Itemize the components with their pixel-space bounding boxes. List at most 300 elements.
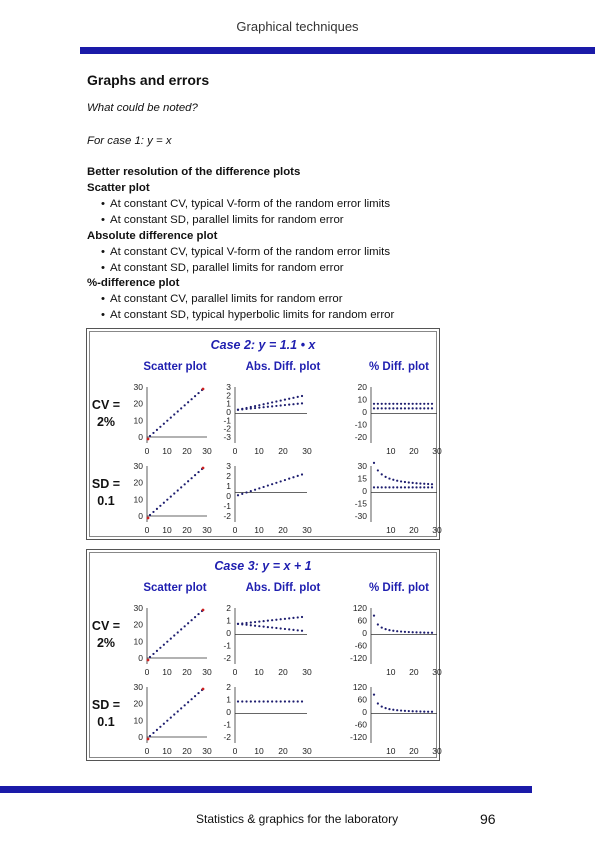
data-point	[427, 407, 429, 409]
data-point	[149, 514, 151, 516]
x-tick-label: 30	[432, 446, 442, 456]
x-tick-label: 20	[182, 667, 192, 677]
data-point	[415, 486, 417, 488]
data-point	[431, 711, 433, 713]
data-point	[166, 641, 168, 643]
y-tick-label: 10	[133, 715, 143, 726]
data-point	[237, 700, 239, 702]
data-point	[377, 623, 379, 625]
data-point	[373, 615, 375, 617]
x-tick-label: 30	[202, 667, 212, 677]
row-label: CV =	[91, 619, 121, 633]
y-tick-label: -1	[223, 501, 231, 511]
row-label: 2%	[96, 636, 116, 650]
data-point	[431, 486, 433, 488]
x-tick-label: 10	[162, 746, 172, 756]
outlier-marker	[147, 517, 150, 520]
data-point	[385, 476, 387, 478]
data-point	[400, 630, 402, 632]
data-point	[415, 407, 417, 409]
data-point	[173, 492, 175, 494]
data-point	[159, 726, 161, 728]
data-point	[388, 629, 390, 631]
data-point	[297, 475, 299, 477]
data-point	[392, 403, 394, 405]
y-tick-label: 1	[226, 694, 231, 705]
data-point	[388, 486, 390, 488]
column-header: % Diff. plot	[368, 582, 430, 594]
y-tick-label: -20	[354, 432, 367, 442]
data-point	[408, 710, 410, 712]
x-tick-label: 0	[144, 525, 150, 535]
data-point	[184, 625, 186, 627]
y-tick-label: 1	[226, 481, 231, 491]
y-tick-label: 15	[357, 473, 367, 484]
y-tick-label: 2	[226, 390, 231, 401]
data-point	[241, 493, 243, 495]
data-point	[385, 707, 387, 709]
x-tick-label: 10	[254, 746, 264, 756]
outlier-marker	[147, 738, 150, 741]
data-point	[381, 473, 383, 475]
x-tick-label: 20	[409, 746, 419, 756]
data-point	[373, 694, 375, 696]
data-point	[288, 404, 290, 406]
data-point	[377, 486, 379, 488]
y-tick-label: 10	[133, 494, 143, 505]
x-tick-label: 30	[302, 667, 312, 677]
data-point	[254, 405, 256, 407]
data-point	[388, 403, 390, 405]
data-point	[297, 616, 299, 618]
header-rule	[80, 47, 595, 54]
data-point	[173, 713, 175, 715]
x-tick-label: 30	[432, 667, 442, 677]
data-point	[159, 647, 161, 649]
data-point	[263, 406, 265, 408]
data-point	[419, 403, 421, 405]
data-point	[275, 400, 277, 402]
data-point	[412, 631, 414, 633]
data-point	[197, 471, 199, 473]
data-point	[191, 477, 193, 479]
x-tick-label: 20	[182, 746, 192, 756]
data-point	[187, 622, 189, 624]
x-tick-label: 10	[386, 525, 396, 535]
data-point	[419, 631, 421, 633]
y-tick-label: 0	[138, 732, 143, 742]
data-point	[415, 403, 417, 405]
y-tick-label: 30	[133, 461, 143, 471]
data-point	[275, 619, 277, 621]
row-label: SD =	[91, 698, 121, 712]
data-point	[280, 480, 282, 482]
data-point	[288, 478, 290, 480]
y-tick-label: 20	[357, 382, 367, 392]
data-point	[373, 407, 375, 409]
data-point	[301, 473, 303, 475]
x-tick-label: 0	[232, 446, 238, 456]
data-point	[423, 403, 425, 405]
figure-title: Case 2: y = 1.1 • x	[210, 338, 316, 352]
data-point	[152, 732, 154, 734]
data-point	[170, 496, 172, 498]
data-point	[385, 407, 387, 409]
y-tick-label: 2	[226, 603, 231, 613]
data-point	[385, 403, 387, 405]
data-point	[258, 407, 260, 409]
column-header: Abs. Diff. plot	[245, 361, 321, 373]
y-tick-label: 0	[362, 407, 367, 417]
data-point	[404, 403, 406, 405]
data-point	[263, 620, 265, 622]
data-point	[288, 617, 290, 619]
data-point	[373, 486, 375, 488]
data-point	[408, 481, 410, 483]
y-tick-label: 20	[133, 477, 143, 488]
data-point	[284, 618, 286, 620]
x-tick-label: 30	[432, 525, 442, 535]
data-point	[197, 613, 199, 615]
row-label: 2%	[96, 415, 116, 429]
data-point	[267, 484, 269, 486]
data-point	[301, 395, 303, 397]
data-point	[408, 403, 410, 405]
data-point	[241, 623, 243, 625]
x-tick-label: 0	[144, 667, 150, 677]
data-point	[180, 707, 182, 709]
data-point	[301, 616, 303, 618]
data-point	[301, 700, 303, 702]
data-point	[263, 403, 265, 405]
y-tick-label: 30	[357, 461, 367, 471]
y-tick-label: 10	[357, 394, 367, 405]
data-point	[152, 511, 154, 513]
absdiff-heading: Absolute difference plot	[87, 230, 218, 242]
x-tick-label: 10	[254, 446, 264, 456]
x-tick-label: 10	[254, 667, 264, 677]
data-point	[404, 486, 406, 488]
data-point	[280, 399, 282, 401]
outlier-marker	[202, 388, 205, 391]
data-point	[166, 720, 168, 722]
data-point	[400, 407, 402, 409]
data-point	[400, 403, 402, 405]
y-tick-label: 20	[133, 698, 143, 709]
data-point	[400, 480, 402, 482]
data-point	[267, 620, 269, 622]
outlier-marker	[202, 688, 205, 691]
data-point	[191, 698, 193, 700]
data-point	[194, 395, 196, 397]
data-point	[377, 469, 379, 471]
x-tick-label: 10	[386, 446, 396, 456]
data-point	[419, 482, 421, 484]
data-point	[396, 403, 398, 405]
column-header: % Diff. plot	[368, 361, 430, 373]
data-point	[288, 398, 290, 400]
data-point	[423, 710, 425, 712]
data-point	[163, 502, 165, 504]
data-point	[184, 404, 186, 406]
data-point	[159, 505, 161, 507]
x-tick-label: 0	[144, 746, 150, 756]
data-point	[412, 486, 414, 488]
x-tick-label: 20	[278, 667, 288, 677]
footer-rule	[0, 786, 532, 793]
y-tick-label: 30	[133, 382, 143, 392]
x-tick-label: 30	[432, 746, 442, 756]
data-point	[163, 723, 165, 725]
data-point	[156, 508, 158, 510]
data-point	[392, 630, 394, 632]
data-point	[292, 476, 294, 478]
y-tick-label: 0	[138, 432, 143, 442]
data-point	[194, 695, 196, 697]
data-point	[237, 409, 239, 411]
data-point	[284, 628, 286, 630]
data-point	[271, 483, 273, 485]
data-point	[280, 627, 282, 629]
data-point	[177, 410, 179, 412]
data-point	[427, 403, 429, 405]
data-point	[408, 486, 410, 488]
data-point	[301, 402, 303, 404]
bullet-item: • At constant CV, parallel limits for random error	[101, 293, 343, 305]
data-point	[412, 403, 414, 405]
data-point	[292, 403, 294, 405]
data-point	[237, 623, 239, 625]
x-tick-label: 20	[278, 446, 288, 456]
data-point	[396, 486, 398, 488]
x-tick-label: 10	[162, 446, 172, 456]
data-point	[292, 617, 294, 619]
data-point	[170, 638, 172, 640]
data-point	[187, 701, 189, 703]
outlier-marker	[147, 659, 150, 662]
data-point	[373, 462, 375, 464]
data-point	[173, 413, 175, 415]
data-point	[258, 625, 260, 627]
data-point	[271, 401, 273, 403]
column-header: Abs. Diff. plot	[245, 582, 321, 594]
data-point	[271, 626, 273, 628]
data-point	[415, 631, 417, 633]
y-tick-label: -3	[223, 432, 231, 442]
data-point	[263, 700, 265, 702]
y-tick-label: 120	[352, 603, 367, 613]
data-point	[423, 486, 425, 488]
data-point	[275, 700, 277, 702]
data-point	[156, 650, 158, 652]
y-tick-label: -2	[223, 653, 231, 663]
data-point	[415, 482, 417, 484]
data-point	[275, 482, 277, 484]
y-tick-label: 0	[226, 628, 231, 638]
data-point	[267, 402, 269, 404]
data-point	[263, 626, 265, 628]
y-tick-label: 0	[362, 707, 367, 717]
data-point	[431, 483, 433, 485]
data-point	[423, 631, 425, 633]
data-point	[184, 483, 186, 485]
pctdiff-heading: %-difference plot	[87, 277, 180, 289]
data-point	[173, 634, 175, 636]
data-point	[245, 624, 247, 626]
data-point	[404, 481, 406, 483]
data-point	[284, 479, 286, 481]
column-header: Scatter plot	[143, 582, 207, 594]
data-point	[149, 656, 151, 658]
data-point	[388, 477, 390, 479]
data-point	[396, 709, 398, 711]
data-point	[288, 700, 290, 702]
data-point	[392, 486, 394, 488]
data-point	[385, 628, 387, 630]
data-point	[152, 432, 154, 434]
outlier-marker	[202, 467, 205, 470]
data-point	[191, 398, 193, 400]
data-point	[388, 708, 390, 710]
y-tick-label: 30	[133, 603, 143, 613]
bullet-item: • At constant SD, parallel limits for random error	[101, 214, 344, 226]
data-point	[275, 627, 277, 629]
figure-case-2	[86, 328, 440, 540]
x-tick-label: 0	[144, 446, 150, 456]
data-point	[149, 435, 151, 437]
bullet-item: • At constant CV, typical V-form of the random error limits	[101, 246, 390, 258]
y-tick-label: 10	[133, 415, 143, 426]
x-tick-label: 0	[232, 746, 238, 756]
data-point	[297, 403, 299, 405]
data-point	[275, 405, 277, 407]
data-point	[419, 407, 421, 409]
data-point	[427, 711, 429, 713]
outlier-marker	[147, 438, 150, 441]
y-tick-label: 2	[226, 471, 231, 481]
data-point	[280, 618, 282, 620]
data-point	[292, 629, 294, 631]
footer-text: Statistics & graphics for the laboratory	[196, 812, 399, 826]
row-label: CV =	[91, 398, 121, 412]
data-point	[404, 631, 406, 633]
y-tick-label: -30	[354, 511, 367, 521]
data-point	[250, 407, 252, 409]
x-tick-label: 20	[278, 746, 288, 756]
data-point	[377, 702, 379, 704]
data-point	[292, 397, 294, 399]
x-tick-label: 20	[182, 446, 192, 456]
x-tick-label: 20	[409, 667, 419, 677]
data-point	[241, 408, 243, 410]
data-point	[271, 405, 273, 407]
x-tick-label: 10	[162, 525, 172, 535]
x-tick-label: 10	[386, 746, 396, 756]
y-tick-label: 0	[226, 491, 231, 501]
bullet-item: • At constant SD, parallel limits for random error	[101, 262, 344, 274]
data-point	[404, 710, 406, 712]
data-point	[408, 631, 410, 633]
data-point	[149, 735, 151, 737]
y-tick-label: -60	[354, 719, 367, 730]
data-point	[280, 404, 282, 406]
data-point	[297, 629, 299, 631]
data-point	[177, 489, 179, 491]
x-tick-label: 30	[302, 525, 312, 535]
scatter-heading: Scatter plot	[87, 182, 150, 194]
bullet-item: • At constant SD, typical hyperbolic limits for random error	[101, 309, 394, 321]
y-tick-label: 3	[226, 382, 231, 392]
data-point	[177, 631, 179, 633]
data-point	[254, 621, 256, 623]
data-point	[280, 700, 282, 702]
data-point	[258, 700, 260, 702]
data-point	[170, 717, 172, 719]
x-tick-label: 10	[254, 525, 264, 535]
data-point	[392, 407, 394, 409]
y-tick-label: 2	[226, 682, 231, 692]
y-tick-label: -120	[349, 732, 367, 742]
x-tick-label: 0	[232, 667, 238, 677]
data-point	[184, 704, 186, 706]
data-point	[250, 490, 252, 492]
y-tick-label: -1	[223, 415, 231, 426]
data-point	[400, 709, 402, 711]
y-tick-label: -2	[223, 732, 231, 742]
data-point	[415, 710, 417, 712]
data-point	[412, 710, 414, 712]
x-tick-label: 20	[409, 446, 419, 456]
data-point	[254, 700, 256, 702]
x-tick-label: 30	[302, 746, 312, 756]
data-point	[385, 486, 387, 488]
x-tick-label: 30	[202, 746, 212, 756]
data-point	[396, 630, 398, 632]
data-point	[404, 407, 406, 409]
data-point	[427, 483, 429, 485]
data-point	[284, 399, 286, 401]
data-point	[377, 407, 379, 409]
y-tick-label: 0	[226, 707, 231, 717]
x-tick-label: 0	[232, 525, 238, 535]
data-point	[180, 628, 182, 630]
data-point	[245, 408, 247, 410]
data-point	[423, 483, 425, 485]
section-title: Graphs and errors	[87, 72, 210, 88]
y-tick-label: -1	[223, 719, 231, 730]
data-point	[381, 705, 383, 707]
data-point	[267, 700, 269, 702]
x-tick-label: 30	[202, 525, 212, 535]
data-point	[254, 489, 256, 491]
row-label: 0.1	[97, 494, 115, 508]
figure-case-3	[86, 549, 440, 761]
data-point	[194, 616, 196, 618]
row-label: SD =	[91, 477, 121, 491]
data-point	[180, 407, 182, 409]
data-point	[152, 653, 154, 655]
data-point	[194, 474, 196, 476]
data-point	[258, 487, 260, 489]
y-tick-label: 20	[133, 398, 143, 409]
data-point	[288, 628, 290, 630]
data-point	[381, 403, 383, 405]
y-tick-label: 1	[226, 398, 231, 409]
data-point	[170, 417, 172, 419]
data-point	[392, 479, 394, 481]
y-tick-label: 120	[352, 682, 367, 692]
data-point	[267, 406, 269, 408]
